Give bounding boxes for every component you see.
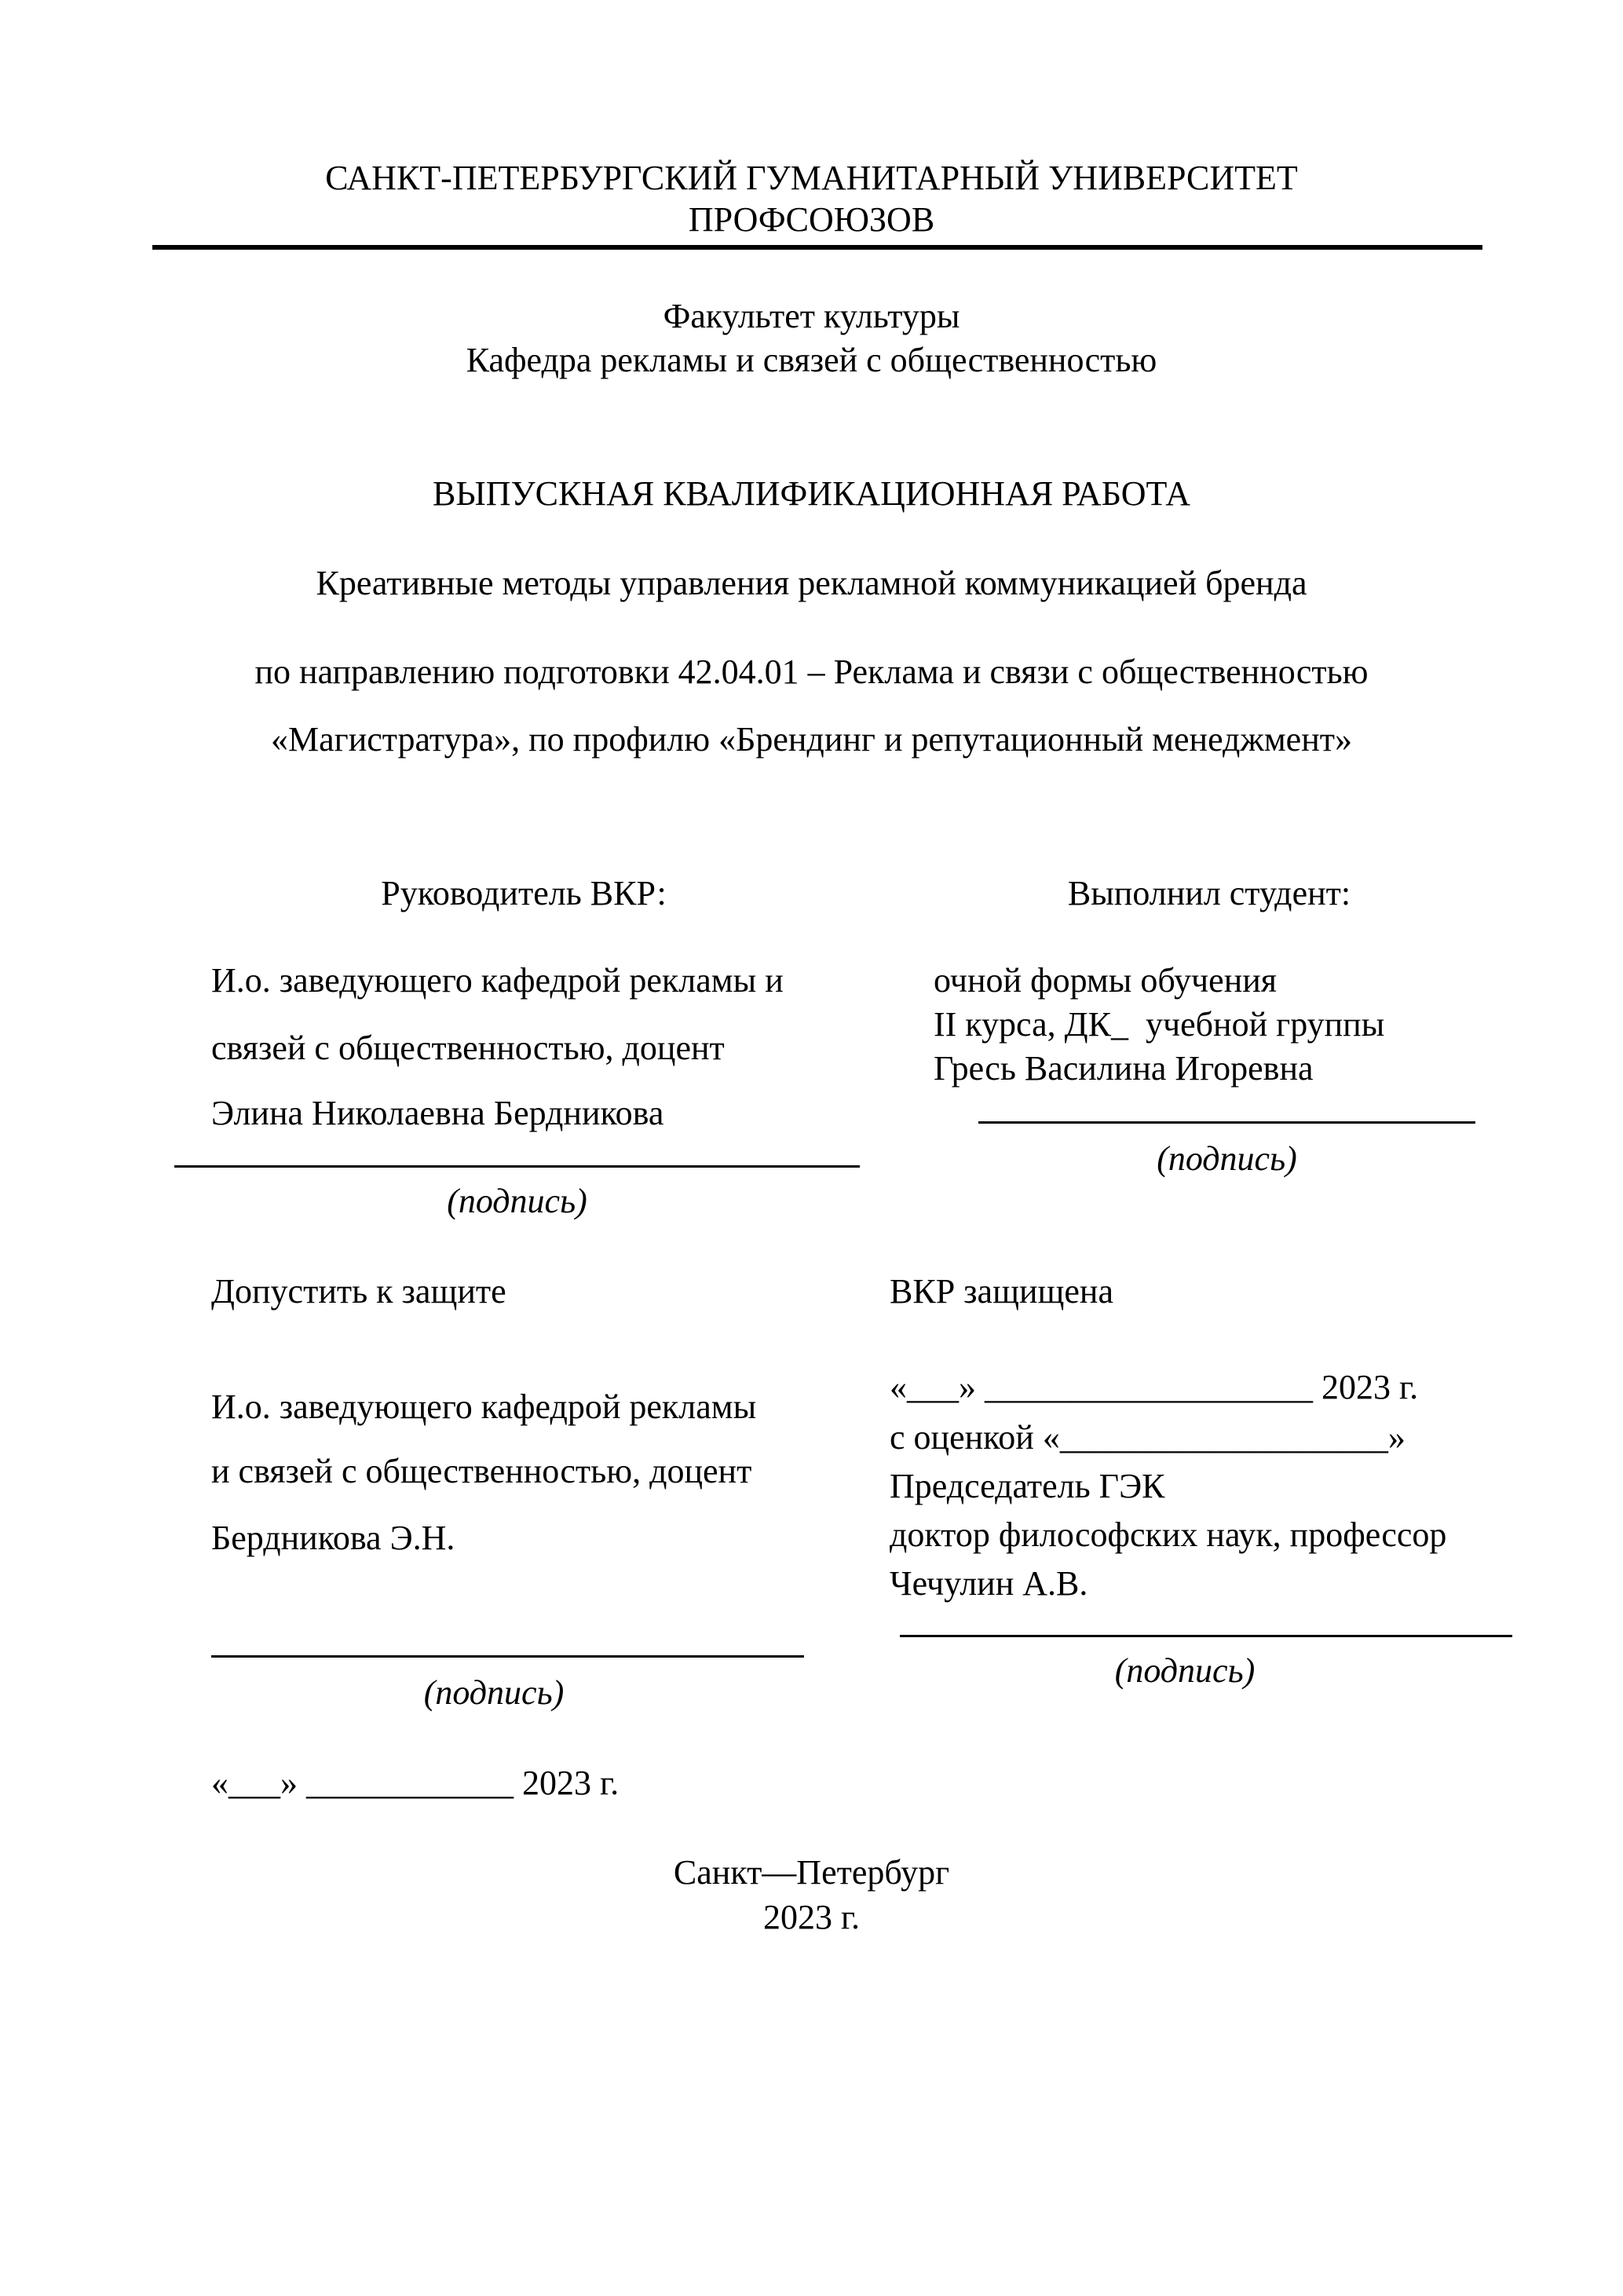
admission-line: и связей с общественностью, доцент: [211, 1452, 752, 1490]
student-heading: Выполнил студент:: [1067, 874, 1351, 912]
commission-chair-title: Председатель ГЭК: [890, 1467, 1165, 1505]
student-signature-line[interactable]: [978, 1121, 1475, 1124]
defense-signature-label: (подпись): [1114, 1651, 1256, 1690]
commission-chair-degree: доктор философских наук, профессор: [890, 1515, 1447, 1554]
department-name: Кафедра рекламы и связей с общественностью: [466, 341, 1157, 379]
defense-signature-line[interactable]: [900, 1635, 1512, 1637]
study-profile: «Магистратура», по профилю «Брендинг и репутационный менеджмент»: [271, 720, 1352, 759]
supervisor-line: И.о. заведующего кафедрой рекламы и: [211, 961, 784, 1000]
defense-date[interactable]: «___» ___________________ 2023 г.: [890, 1368, 1419, 1406]
university-name-line1: САНКТ-ПЕТЕРБУРГСКИЙ ГУМАНИТАРНЫЙ УНИВЕРСИТЕТ: [325, 159, 1298, 197]
student-line: II курса, ДК_ учебной группы: [934, 1005, 1385, 1044]
student-line: очной формы обучения: [934, 961, 1278, 1000]
admission-line: И.о. заведующего кафедрой рекламы: [211, 1387, 757, 1426]
header-divider: [152, 245, 1482, 250]
supervisor-heading: Руководитель ВКР:: [381, 874, 667, 912]
defense-heading: ВКР защищена: [890, 1272, 1113, 1311]
supervisor-signature-line[interactable]: [174, 1165, 860, 1168]
faculty-name: Факультет культуры: [663, 297, 960, 335]
commission-chair-name: Чечулин А.В.: [890, 1564, 1088, 1603]
defense-grade[interactable]: с оценкой «___________________»: [890, 1418, 1406, 1457]
admission-date[interactable]: «___» ____________ 2023 г.: [211, 1764, 620, 1802]
admission-name: Бердникова Э.Н.: [211, 1519, 455, 1557]
footer-city: Санкт—Петербург: [673, 1853, 950, 1892]
student-signature-label: (подпись): [1157, 1139, 1297, 1178]
supervisor-line: связей с общественностью, доцент: [211, 1029, 725, 1067]
thesis-topic: Креативные методы управления рекламной коммуникацией бренда: [316, 564, 1307, 602]
student-name: Гресь Василина Игоревна: [934, 1049, 1314, 1088]
study-direction: по направлению подготовки 42.04.01 – Реклама и связи с общественностью: [254, 653, 1369, 691]
supervisor-signature-label: (подпись): [447, 1182, 587, 1220]
supervisor-name: Элина Николаевна Бердникова: [211, 1094, 664, 1132]
footer-year: 2023 г.: [762, 1898, 861, 1936]
admission-signature-line[interactable]: [211, 1655, 804, 1658]
admission-signature-label: (подпись): [423, 1673, 565, 1712]
university-name-line2: ПРОФСОЮЗОВ: [688, 200, 935, 239]
work-type-title: ВЫПУСКНАЯ КВАЛИФИКАЦИОННАЯ РАБОТА: [432, 474, 1191, 513]
admission-heading: Допустить к защите: [211, 1272, 506, 1311]
